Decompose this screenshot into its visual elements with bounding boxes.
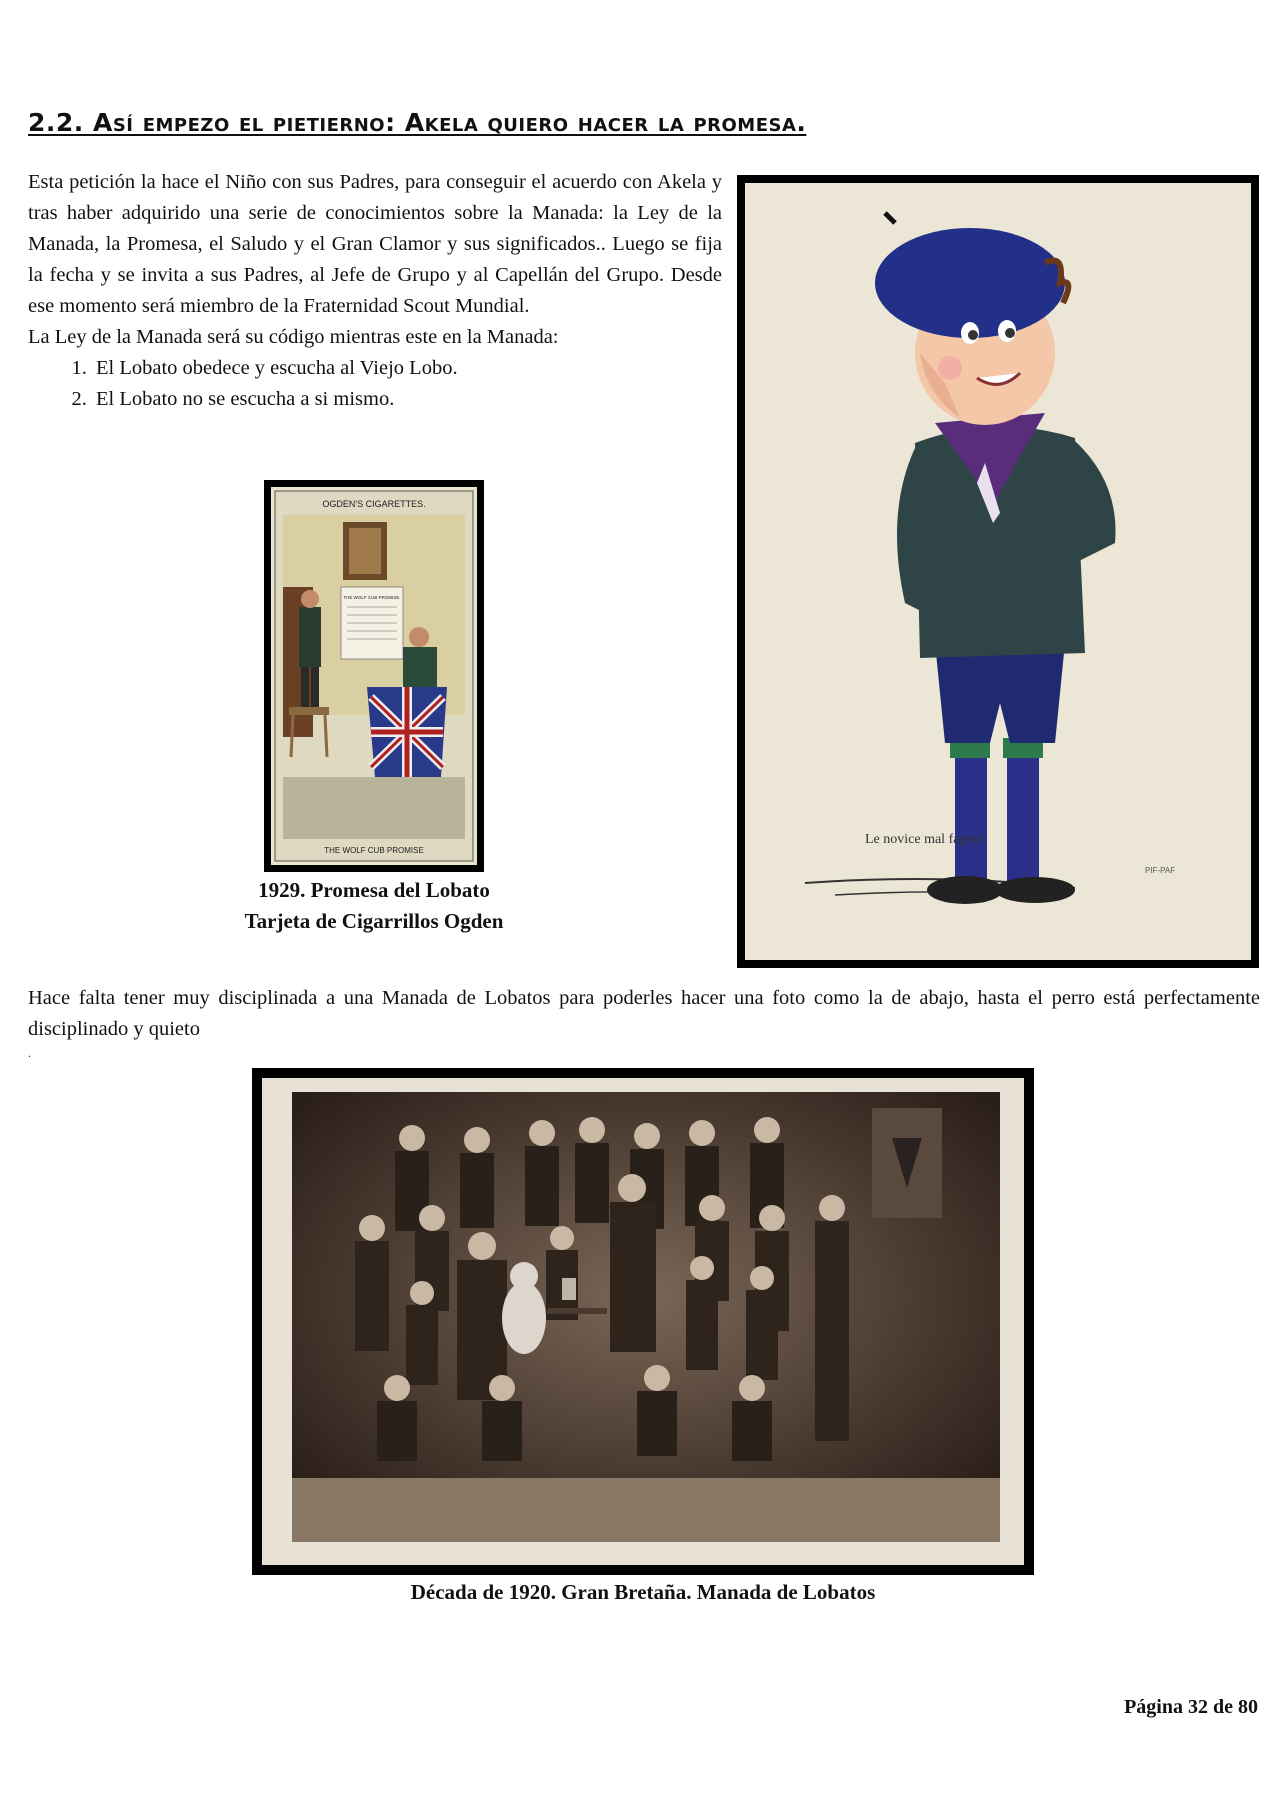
group-photo-frame bbox=[252, 1068, 1034, 1575]
cub-signature: PIF-PAF bbox=[1145, 866, 1176, 875]
law-list bbox=[64, 353, 722, 415]
card-caption bbox=[164, 875, 584, 937]
poster-title: THE WOLF CUB PROMISE. bbox=[343, 595, 401, 600]
card-bottom-text: THE WOLF CUB PROMISE bbox=[324, 846, 424, 855]
stray-dot: . bbox=[28, 1046, 31, 1060]
cub-drawing-frame bbox=[737, 175, 1259, 968]
page-number: Página 32 de 80 bbox=[1124, 1696, 1258, 1718]
intro-text bbox=[28, 167, 722, 415]
cub-drawing bbox=[745, 183, 1251, 960]
section-heading: 2.2. Así empezo el pietierno: Akela quiero hacer la promesa. bbox=[28, 108, 807, 137]
law-item: 2. El Lobato no se escucha a si mismo. bbox=[92, 384, 722, 415]
intro-paragraph: Esta petición la hace el Niño con sus Padres, para conseguir el acuerdo con Akela y tras haber adquirido una serie de conocimientos sobre la Manada: la Ley de la Manada, la Promesa, el Saludo y el Gran Clamor y sus significados.. Luego se fija la fecha y se invita a sus Padres, al Jefe de Grupo y al Capellán del Grupo. Desde ese momento será miembro de la Fraternidad Scout Mundial. bbox=[28, 171, 722, 317]
law-item: 1. El Lobato obedece y escucha al Viejo Lobo. bbox=[92, 353, 722, 384]
cigarette-card-frame bbox=[264, 480, 484, 872]
body-paragraph: Hace falta tener muy disciplinada a una Manada de Lobatos para poderles hacer una foto como la de abajo, hasta el perro está perfectamente disciplinado y quieto bbox=[28, 987, 1260, 1040]
group-photo-caption: Década de 1920. Gran Bretaña. Manada de Lobatos bbox=[410, 1580, 876, 1604]
card-top-text: OGDEN'S CIGARETTES. bbox=[322, 499, 426, 509]
group-photo bbox=[262, 1078, 1024, 1565]
card-caption-line1: 1929. Promesa del Lobato bbox=[258, 878, 490, 902]
card-caption-line2: Tarjeta de Cigarrillos Ogden bbox=[244, 909, 504, 933]
law-intro: La Ley de la Manada será su código mientras este en la Manada: bbox=[28, 326, 559, 348]
cigarette-card-image bbox=[271, 487, 477, 865]
cub-caption-text: Le novice mal fagoté bbox=[865, 832, 984, 847]
